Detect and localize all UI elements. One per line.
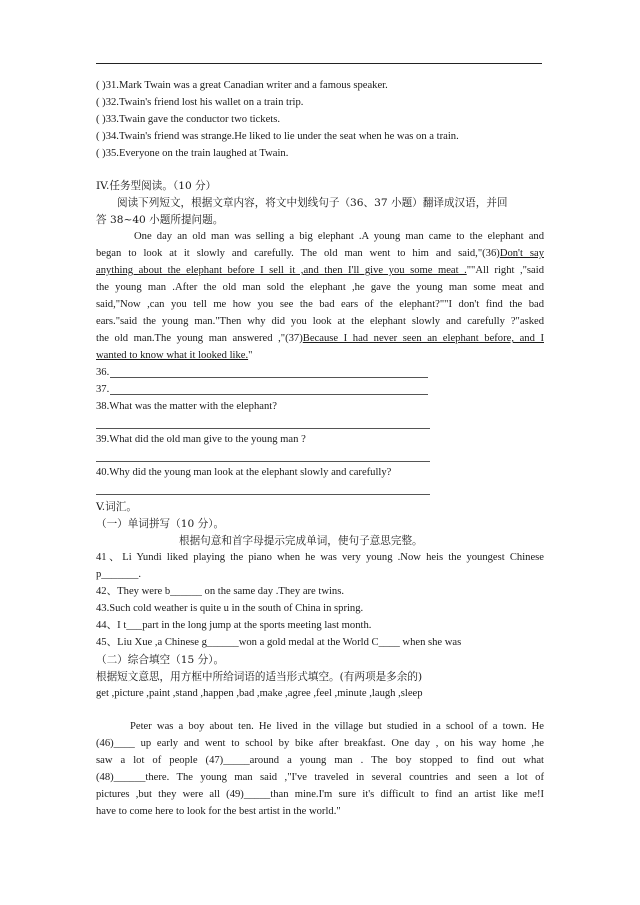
passage-line-2 xyxy=(96,246,544,263)
passage-line-4: the young man .After the old man sold the elephant ,he gave the young man some meat and xyxy=(96,282,544,293)
passage-line-7-text: the old man.The young man answered ,"(37) xyxy=(96,333,303,344)
passage-line-7 xyxy=(96,331,544,348)
answer-line-38 xyxy=(96,428,430,429)
passage-line-1: One day an old man was selling a big elephant .A young man came to the elephant and xyxy=(134,231,544,242)
answer-line-37 xyxy=(110,394,428,395)
underlined-sentence-36-start: Don't say xyxy=(499,248,544,259)
tf-item-34: ( )34.Twain's friend was strange.He liked to lie under the seat when he was on a train. xyxy=(96,131,459,142)
question-42: 42、They were b______ on the same day .They are twins. xyxy=(96,586,345,597)
cloze-line-3: saw a lot of people (47)_____around a young man . The boy stopped to find out what xyxy=(96,755,544,766)
section5-heading: V.词汇。 xyxy=(96,501,137,513)
underlined-sentence-37-start: Because I had never seen an elephant before, and I xyxy=(302,333,544,344)
section4-instruction-2: 答 38~40 小题所提问题。 xyxy=(96,214,224,226)
answer-line-36 xyxy=(110,377,428,378)
question-43: 43.Such cold weather is quite u in the south of China in spring. xyxy=(96,603,364,614)
answer-line-39 xyxy=(96,461,430,462)
question-41-line-2: p_______. xyxy=(96,569,142,580)
word-bank: get ,picture ,paint ,stand ,happen ,bad ,make ,agree ,feel ,minute ,laugh ,sleep xyxy=(96,688,423,699)
section5-sub2-instruction: 根据短文意思，用方框中所给词语的适当形式填空。(有两项是多余的) xyxy=(96,671,423,683)
passage-line-2-text: began to look at it slowly and carefully. The old man went to him and said,"(36) xyxy=(96,248,500,259)
question-38: 38.What was the matter with the elephant? xyxy=(96,401,277,412)
question-36-label: 36. xyxy=(96,367,110,378)
question-37-label: 37. xyxy=(96,384,110,395)
underlined-sentence-37-end: wanted to know what it looked like. xyxy=(96,350,249,361)
tf-item-31: ( )31.Mark Twain was a great Canadian writer and a famous speaker. xyxy=(96,80,388,91)
cloze-line-6: have to come here to look for the best artist in the world." xyxy=(96,806,341,817)
section5-sub2-heading: （二）综合填空（15 分）。 xyxy=(96,654,225,666)
cloze-line-2: (46)____ up early and went to school by bike after breakfast. One day , on his way home ,he xyxy=(96,738,544,749)
cloze-line-1: Peter was a boy about ten. He lived in the village but studied in a school of a town. He xyxy=(130,721,544,732)
passage-line-6: ears."said the young man."Then why did you look at the elephant slowly and carefully ?"asked xyxy=(96,316,544,327)
tf-item-33: ( )33.Twain gave the conductor two tickets. xyxy=(96,114,281,125)
passage-line-3 xyxy=(96,263,544,280)
underlined-sentence-36-end: anything about the elephant before I sell it ,and then I'll give you some meat . xyxy=(96,265,467,276)
question-45: 45、Liu Xue ,a Chinese g______won a gold medal at the World C____ when she was xyxy=(96,637,462,648)
cloze-line-5: pictures ,but they were all (49)_____than mine.I'm sure it's difficult to find an artist like me!I xyxy=(96,789,544,800)
answer-line-40 xyxy=(96,494,430,495)
section5-sub1-instruction: 根据句意和首字母提示完成单词，使句子意思完整。 xyxy=(179,535,423,547)
tf-item-32: ( )32.Twain's friend lost his wallet on a train trip. xyxy=(96,97,304,108)
passage-line-3-text: ""All right ,"said xyxy=(466,265,544,276)
passage-line-8 xyxy=(96,348,252,364)
section4-instruction-1: 阅读下列短文，根据文章内容，将文中划线句子（36、37 小题）翻译成汉语，并回 xyxy=(117,197,508,209)
tf-item-35: ( )35.Everyone on the train laughed at Twain. xyxy=(96,148,289,159)
section4-heading: IV.任务型阅读。（10 分） xyxy=(96,180,217,192)
passage-line-8-text: " xyxy=(248,350,253,361)
section5-sub1-heading: （一）单词拼写（10 分）。 xyxy=(96,518,225,530)
question-44: 44、I t___part in the long jump at the sports meeting last month. xyxy=(96,620,372,631)
header-rule xyxy=(96,63,542,64)
passage-line-5: said,"Now ,can you tell me how you see the bad ears of the elephant?""I don't find the bad xyxy=(96,299,544,310)
question-40: 40.Why did the young man look at the elephant slowly and carefully? xyxy=(96,467,392,478)
question-41-line-1: 41、Li Yundi liked playing the piano when he was very young .Now heis the youngest Chinese xyxy=(96,552,544,563)
cloze-line-4: (48)______there. The young man said ,"I've traveled in several countries and seen a lot of xyxy=(96,772,544,783)
question-39: 39.What did the old man give to the young man ? xyxy=(96,434,306,445)
